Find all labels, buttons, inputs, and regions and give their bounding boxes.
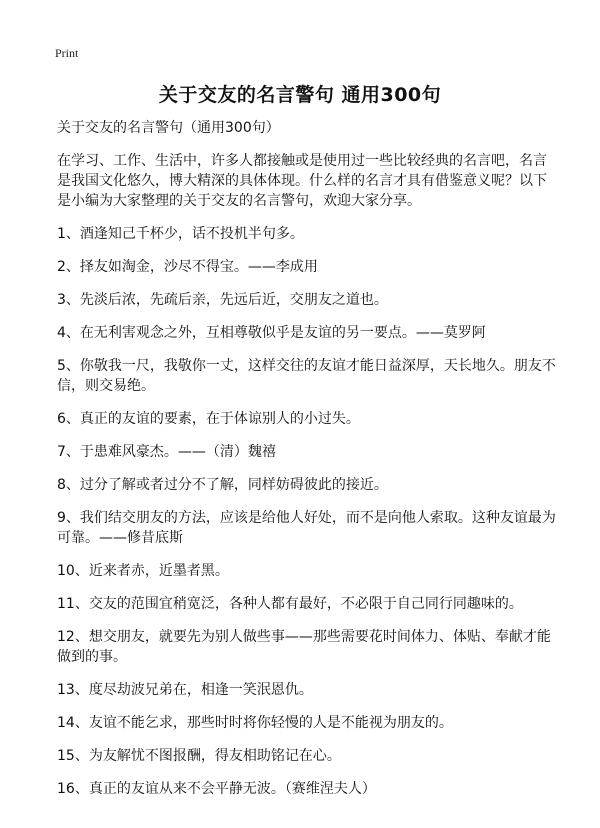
quote-item: 11、交友的范围宜稍宽泛，各种人都有最好，不必限于自己同行同趣味的。 bbox=[57, 596, 523, 612]
quote-item: 16、真正的友谊从来不会平静无波。（赛维涅夫人） bbox=[57, 781, 376, 797]
quote-item: 3、先淡后浓，先疏后亲，先远后近，交朋友之道也。 bbox=[57, 292, 388, 308]
quote-item: 6、真正的友谊的要素，在于体谅别人的小过失。 bbox=[57, 411, 360, 427]
quote-item: 1、酒逢知己千杯少，话不投机半句多。 bbox=[57, 226, 304, 242]
quote-item: 12、想交朋友，就要先为别人做些事——那些需要花时间体力、体贴、奉献才能做到的事。 bbox=[57, 629, 551, 665]
quote-item: 2、择友如淘金，沙尽不得宝。——李成用 bbox=[57, 259, 318, 275]
quote-item: 4、在无利害观念之外，互相尊敬似乎是友谊的另一要点。——莫罗阿 bbox=[57, 325, 486, 341]
quote-item: 9、我们结交朋友的方法，应该是给他人好处，而不是向他人索取。这种友谊最为可靠。——修昔底斯 bbox=[57, 510, 556, 546]
page-title: 关于交友的名言警句 通用300句 bbox=[158, 84, 442, 106]
quote-item: 7、于患难风豪杰。——（清）魏禧 bbox=[57, 444, 276, 460]
intro-paragraph: 在学习、工作、生活中，许多人都接触或是使用过一些比较经典的名言吧，名言是我国文化悠久，博大精深的具体体现。什么样的名言才具有借鉴意义呢？以下是小编为大家整理的关于交友的名言警句，欢迎大家分享。 bbox=[57, 153, 547, 209]
quote-item: 13、度尽劫波兄弟在，相逢一笑泯恩仇。 bbox=[57, 682, 313, 698]
article-subtitle: 关于交友的名言警句（通用300句） bbox=[57, 120, 280, 136]
quote-item: 15、为友解忧不图报酬，得友相助铭记在心。 bbox=[57, 748, 341, 764]
quote-item: 8、过分了解或者过分不了解，同样妨碍彼此的接近。 bbox=[57, 477, 388, 493]
print-link[interactable]: Print bbox=[55, 46, 79, 60]
quote-item: 14、友谊不能乞求，那些时时将你轻慢的人是不能视为朋友的。 bbox=[57, 715, 453, 731]
article-body bbox=[57, 118, 557, 812]
quote-item: 10、近来者赤，近墨者黑。 bbox=[57, 563, 229, 579]
quote-item: 5、你敬我一尺，我敬你一丈，这样交往的友谊才能日益深厚，天长地久。朋友不信，则交易绝。 bbox=[57, 358, 556, 394]
